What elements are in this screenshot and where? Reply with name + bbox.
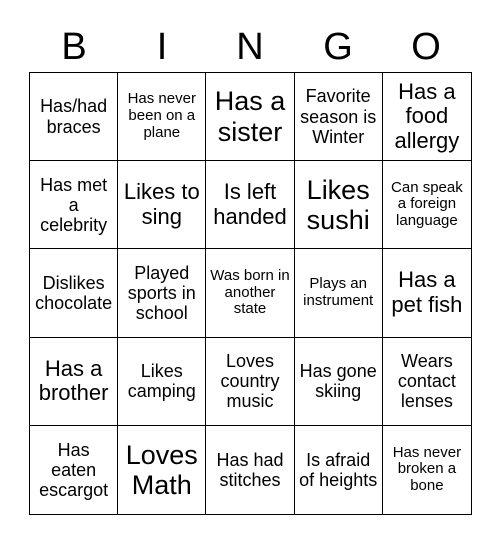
bingo-cell-r1c3[interactable]: Has a sister (206, 73, 294, 161)
bingo-cell-r3c3[interactable]: Was born in another state (206, 249, 294, 337)
bingo-cell-r1c2[interactable]: Has never been on a plane (118, 73, 206, 161)
bingo-cell-r5c4[interactable]: Is afraid of heights (295, 426, 383, 514)
bingo-cell-r4c5[interactable]: Wears contact lenses (383, 338, 471, 426)
bingo-board (29, 72, 472, 515)
bingo-cell-r5c3[interactable]: Has had stitches (206, 426, 294, 514)
header-letter-i: I (156, 26, 168, 68)
bingo-header (30, 22, 470, 72)
bingo-cell-r5c1[interactable]: Has eaten escargot (30, 426, 118, 514)
bingo-cell-r2c5[interactable]: Can speak a foreign language (383, 161, 471, 249)
bingo-cell-r2c4[interactable]: Likes sushi (295, 161, 383, 249)
bingo-cell-r1c4[interactable]: Favorite season is Winter (295, 73, 383, 161)
bingo-cell-r4c2[interactable]: Likes camping (118, 338, 206, 426)
bingo-cell-r2c1[interactable]: Has met a celebrity (30, 161, 118, 249)
bingo-cell-r1c1[interactable]: Has/had braces (30, 73, 118, 161)
header-letter-g: G (323, 26, 353, 68)
bingo-cell-r1c5[interactable]: Has a food allergy (383, 73, 471, 161)
bingo-cell-r3c1[interactable]: Dislikes chocolate (30, 249, 118, 337)
bingo-cell-r3c5[interactable]: Has a pet fish (383, 249, 471, 337)
bingo-cell-r3c4[interactable]: Plays an instrument (295, 249, 383, 337)
bingo-cell-r4c3[interactable]: Loves country music (206, 338, 294, 426)
bingo-cell-r3c2[interactable]: Played sports in school (118, 249, 206, 337)
bingo-cell-r2c3[interactable]: Is left handed (206, 161, 294, 249)
header-letter-o: O (411, 26, 441, 68)
header-letter-n: N (236, 26, 264, 68)
header-letter-b: B (61, 26, 87, 68)
bingo-cell-r4c1[interactable]: Has a brother (30, 338, 118, 426)
bingo-cell-r4c4[interactable]: Has gone skiing (295, 338, 383, 426)
bingo-cell-r5c2[interactable]: Loves Math (118, 426, 206, 514)
bingo-cell-r5c5[interactable]: Has never broken a bone (392, 443, 462, 495)
bingo-cell-r2c2[interactable]: Likes to sing (118, 161, 206, 249)
